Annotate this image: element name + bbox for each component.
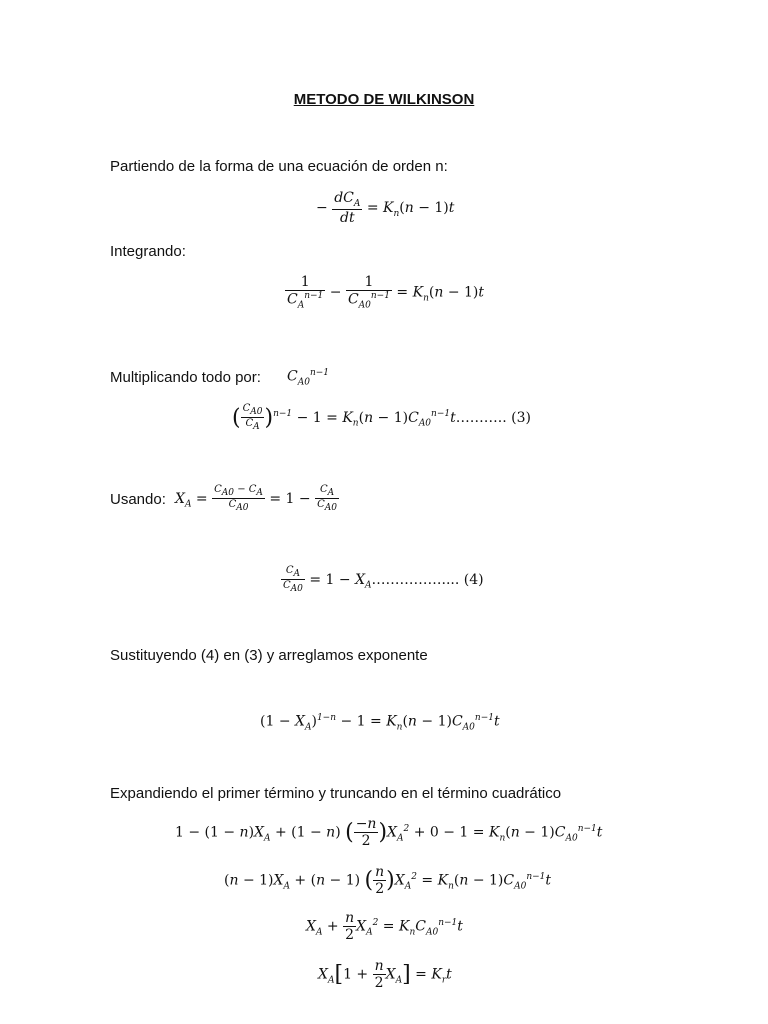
- equation-3: ( $\frac{C_{A0}}{C_A}$ )$^{n-1} - 1 = K_n(n$ − $1)C_{A0}^{n-1}t\dots\dots\dots$.. (3): [232, 403, 531, 433]
- text-paragraph-3: Multiplicando todo por:: [110, 369, 261, 386]
- equation-4: $\frac{C_A}{C_{A0}}$ = $1 - X_A\dots\dots\dots\dots\dots$.... (4): [283, 565, 484, 595]
- equation-substituted: $(1 - X_A)^{1-n} - 1 = K_n(n - 1)C_{A0}^{n-1}t$: [260, 713, 500, 733]
- text-paragraph-4: Usando:: [110, 491, 166, 508]
- equation-final: $X_A[1$ + $\frac{n}{2}$ $X_A] = K_rt$: [318, 958, 452, 992]
- equation-conversion: $X_A$ = $\frac{C_{A0} - C_A}{C_{A0}}$ = 1 − $\frac{C_A}{C_{A0}}$: [175, 484, 337, 514]
- equation-expanded: $1 - (1 - n)X_A + (1 - n)$ ( $\frac{-n}{2}$ )$X_A^2 + 0 - 1 = K_n(n - 1)C_{A0}^{n-1}t$: [175, 816, 603, 850]
- equation-rate: − $\frac{dC_A}{dt}$ = $K_n(n - 1)t$: [316, 190, 455, 227]
- equation-3-label: ……….. (3): [455, 409, 531, 426]
- text-paragraph-1: Partiendo de la forma de una ecuación de orden n:: [110, 158, 448, 175]
- text-paragraph-5: Sustituyendo (4) en (3) y arreglamos exponente: [110, 647, 428, 664]
- text-paragraph-6: Expandiendo el primer término y truncando en el término cuadrático: [110, 785, 562, 802]
- equation-multiplier: $C_{A0}^{n-1}$: [287, 368, 330, 388]
- page-title: METODO DE WILKINSON: [293, 91, 475, 108]
- equation-4-label: …………….... (4): [371, 571, 484, 588]
- equation-integrated: $\frac{1}{C_A^{n-1}}$ − $\frac{1}{C_{A0}^{n-1}}$ = $K_n(n - 1)t$: [287, 274, 485, 311]
- equation-simplified-1: $(n - 1)X_A + (n - 1)$ ( $\frac{n}{2}$ )$X_A^2 = K_n(n - 1)C_{A0}^{n-1}t$: [224, 864, 552, 898]
- equation-simplified-2: $X_A$ + $\frac{n}{2}$ $X_A^2 = K_nC_{A0}^{n-1}t$: [306, 910, 463, 944]
- text-paragraph-2: Integrando:: [110, 243, 186, 260]
